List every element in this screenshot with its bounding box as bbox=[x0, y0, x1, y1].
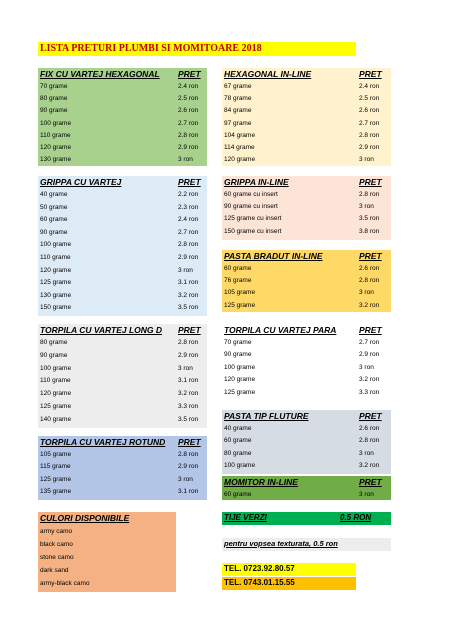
weight-cell: 60 grame bbox=[224, 491, 252, 498]
price-cell: 2.8 ron bbox=[178, 451, 199, 458]
section-title: CULORI DISPONIBILE bbox=[40, 513, 130, 523]
weight-cell: 114 grame bbox=[224, 143, 255, 151]
weight-cell: 76 grame bbox=[224, 277, 252, 285]
weight-cell: 100 grame bbox=[224, 363, 256, 371]
price-cell: 2.8 ron bbox=[359, 191, 380, 198]
weight-cell: 125 grame bbox=[224, 388, 256, 396]
weight-cell: 70 grame bbox=[224, 339, 252, 346]
price-cell: 2.7 ron bbox=[178, 228, 199, 236]
weight-cell: 120 grame bbox=[40, 143, 72, 151]
weight-cell: 120 grame bbox=[224, 156, 256, 164]
price-cell: 2.8 ron bbox=[359, 131, 380, 139]
price-cell: 2.8 ron bbox=[359, 437, 380, 445]
price-cell: 3 ron bbox=[178, 364, 193, 372]
color-name: stone camo bbox=[40, 554, 74, 561]
price-cell: 2.9 ron bbox=[178, 143, 199, 151]
section-title: PASTA BRADUT IN-LINE bbox=[224, 251, 323, 261]
color-name: army camo bbox=[40, 528, 73, 535]
weight-cell: 60 grame cu insert bbox=[224, 191, 278, 198]
price-row bbox=[222, 460, 391, 472]
price-row bbox=[222, 81, 391, 93]
price-row bbox=[38, 302, 207, 315]
price-row bbox=[38, 375, 207, 388]
weight-cell: 90 grame cu insert bbox=[224, 203, 278, 211]
section-torpila-cu-vartej-long-d bbox=[38, 324, 207, 428]
phone-2[interactable]: TEL. 0743.01.15.55 bbox=[224, 578, 295, 587]
price-header: PRET bbox=[178, 437, 201, 447]
section-momitor-in-line bbox=[222, 476, 391, 500]
price-cell: 3 ron bbox=[359, 156, 374, 164]
weight-cell: 125 grame bbox=[40, 279, 72, 287]
price-cell: 3.8 ron bbox=[359, 227, 380, 235]
price-row bbox=[38, 388, 207, 401]
price-cell: 2.5 ron bbox=[359, 95, 380, 103]
price-cell: 3.1 ron bbox=[178, 488, 199, 496]
price-row bbox=[222, 93, 391, 105]
price-row bbox=[38, 118, 207, 130]
weight-cell: 110 grame bbox=[40, 253, 71, 261]
weight-cell: 120 grame bbox=[40, 390, 72, 398]
price-row bbox=[38, 239, 207, 252]
weight-cell: 105 grame bbox=[224, 289, 256, 297]
weight-cell: 90 grame bbox=[40, 107, 68, 115]
price-cell: 3 ron bbox=[359, 491, 374, 498]
price-header: PRET bbox=[359, 411, 382, 421]
price-cell: 2.8 ron bbox=[359, 277, 380, 285]
color-item bbox=[38, 577, 176, 590]
price-row bbox=[222, 387, 391, 399]
price-row bbox=[38, 214, 207, 227]
weight-cell: 125 grame bbox=[40, 402, 72, 410]
price-cell: 2.5 ron bbox=[178, 95, 199, 103]
price-row bbox=[38, 265, 207, 278]
price-cell: 2.8 ron bbox=[178, 131, 199, 139]
weight-cell: 90 grame bbox=[224, 351, 252, 359]
section-pasta-tip-fluture bbox=[222, 410, 391, 474]
price-row bbox=[222, 275, 391, 287]
price-cell: 2.3 ron bbox=[178, 203, 199, 211]
weight-cell: 97 grame bbox=[224, 119, 252, 127]
price-cell: 2.4 ron bbox=[178, 83, 199, 90]
price-cell: 2.9 ron bbox=[359, 351, 380, 359]
price-row bbox=[38, 350, 207, 363]
section-title: PASTA TIP FLUTURE bbox=[224, 411, 309, 421]
section-title: GRIPPA CU VARTEJ bbox=[40, 177, 122, 187]
price-row bbox=[38, 337, 207, 350]
price-cell: 2.7 ron bbox=[178, 119, 199, 127]
price-row bbox=[38, 81, 207, 93]
price-cell: 2.4 ron bbox=[359, 83, 380, 90]
weight-cell: 110 grame bbox=[40, 377, 71, 385]
weight-cell: 67 grame bbox=[224, 83, 252, 90]
price-row bbox=[38, 474, 207, 486]
price-cell: 3.3 ron bbox=[359, 388, 380, 396]
weight-cell: 120 grame bbox=[40, 266, 72, 274]
price-cell: 3 ron bbox=[359, 363, 374, 371]
weight-cell: 80 grame bbox=[40, 95, 68, 103]
price-cell: 2.6 ron bbox=[359, 425, 380, 432]
phone-1[interactable]: TEL. 0723.92.80.57 bbox=[224, 564, 295, 573]
color-item bbox=[38, 525, 176, 538]
price-row bbox=[38, 486, 207, 498]
color-name: army-black camo bbox=[40, 580, 90, 587]
price-cell: 2.9 ron bbox=[359, 143, 380, 151]
vopsea-note-bar bbox=[222, 538, 391, 551]
price-row bbox=[38, 252, 207, 265]
weight-cell: 125 grame cu insert bbox=[224, 215, 282, 223]
price-row bbox=[222, 287, 391, 299]
weight-cell: 100 grame bbox=[40, 119, 72, 127]
weight-cell: 130 grame bbox=[40, 291, 72, 299]
weight-cell: 50 grame bbox=[40, 203, 68, 211]
price-cell: 3 ron bbox=[178, 475, 193, 483]
price-header: PRET bbox=[359, 477, 382, 487]
price-row bbox=[38, 130, 207, 142]
price-cell: 2.4 ron bbox=[178, 216, 199, 224]
tije-price: 0.5 RON bbox=[340, 513, 372, 522]
price-row bbox=[38, 189, 207, 202]
price-row bbox=[222, 349, 391, 361]
section-grippa-cu-vartej bbox=[38, 176, 207, 316]
price-row bbox=[222, 130, 391, 142]
price-cell: 2.6 ron bbox=[359, 107, 380, 115]
price-row bbox=[222, 189, 391, 201]
price-header: PRET bbox=[178, 177, 201, 187]
price-cell: 3.3 ron bbox=[178, 402, 199, 410]
price-row bbox=[222, 362, 391, 374]
price-row bbox=[38, 363, 207, 376]
weight-cell: 78 grame bbox=[224, 95, 252, 103]
price-row bbox=[222, 213, 391, 225]
price-header: PRET bbox=[359, 325, 382, 335]
price-cell: 3 ron bbox=[359, 289, 374, 297]
price-row bbox=[38, 154, 207, 166]
price-row bbox=[222, 201, 391, 213]
price-row bbox=[38, 227, 207, 240]
price-row bbox=[222, 300, 391, 312]
price-cell: 3.1 ron bbox=[178, 279, 199, 287]
weight-cell: 125 grame bbox=[40, 475, 72, 483]
price-row bbox=[222, 105, 391, 117]
section-title: HEXAGONAL IN-LINE bbox=[224, 69, 312, 79]
weight-cell: 80 grame bbox=[40, 339, 68, 346]
weight-cell: 60 grame bbox=[40, 216, 68, 224]
price-cell: 3.2 ron bbox=[359, 376, 380, 384]
price-row bbox=[222, 263, 391, 275]
price-row bbox=[222, 423, 391, 435]
weight-cell: 150 grame bbox=[40, 304, 72, 312]
weight-cell: 80 grame bbox=[224, 449, 252, 457]
price-cell: 3 ron bbox=[359, 203, 374, 211]
weight-cell: 135 grame bbox=[40, 488, 72, 496]
color-item bbox=[38, 564, 176, 577]
weight-cell: 84 grame bbox=[224, 107, 252, 115]
price-cell: 3 ron bbox=[178, 266, 193, 274]
price-row bbox=[222, 118, 391, 130]
price-row bbox=[38, 414, 207, 427]
weight-cell: 100 grame bbox=[40, 364, 72, 372]
price-header: PRET bbox=[359, 69, 382, 79]
price-row bbox=[38, 93, 207, 105]
weight-cell: 105 grame bbox=[40, 451, 72, 458]
price-cell: 2.2 ron bbox=[178, 191, 199, 198]
price-row bbox=[38, 290, 207, 303]
price-cell: 2.8 ron bbox=[178, 241, 199, 249]
section-grippa-in-line bbox=[222, 176, 391, 240]
price-cell: 3.2 ron bbox=[178, 390, 199, 398]
weight-cell: 60 grame bbox=[224, 265, 252, 272]
price-cell: 3 ron bbox=[178, 156, 193, 164]
price-cell: 3.2 ron bbox=[359, 462, 380, 470]
section-title: TORPILA CU VARTEJ ROTUND bbox=[40, 437, 166, 447]
price-header: PRET bbox=[359, 251, 382, 261]
price-cell: 3 ron bbox=[359, 449, 374, 457]
section-hexagonal-in-line bbox=[222, 68, 391, 166]
price-row bbox=[222, 435, 391, 447]
price-cell: 3.2 ron bbox=[359, 301, 380, 309]
section-title: TORPILA CU VARTEJ PARA bbox=[224, 325, 337, 335]
price-row bbox=[222, 374, 391, 386]
price-row bbox=[38, 449, 207, 461]
weight-cell: 140 grame bbox=[40, 415, 72, 423]
weight-cell: 104 grame bbox=[224, 131, 256, 139]
section-title: FIX CU VARTEJ HEXAGONAL bbox=[40, 69, 160, 79]
price-row bbox=[38, 461, 207, 473]
weight-cell: 100 grame bbox=[40, 241, 72, 249]
section-torpila-cu-vartej-rotund bbox=[38, 436, 207, 500]
phone-bar-1 bbox=[222, 563, 356, 576]
section-torpila-cu-vartej-para bbox=[222, 324, 391, 400]
price-header: PRET bbox=[359, 177, 382, 187]
price-row bbox=[222, 154, 391, 166]
vopsea-note: pentru vopsea texturata, 0.5 ron bbox=[224, 539, 338, 548]
section-culori-disponibile bbox=[38, 512, 176, 592]
weight-cell: 115 grame bbox=[40, 463, 71, 471]
price-cell: 3.2 ron bbox=[178, 291, 199, 299]
tije-label: TIJE VERZI bbox=[224, 513, 267, 522]
color-list bbox=[38, 525, 176, 590]
price-cell: 2.9 ron bbox=[178, 253, 199, 261]
price-cell: 2.6 ron bbox=[178, 107, 199, 115]
color-name: black camo bbox=[40, 541, 73, 548]
price-cell: 3.5 ron bbox=[359, 215, 380, 223]
weight-cell: 60 grame bbox=[224, 437, 252, 445]
weight-cell: 90 grame bbox=[40, 228, 68, 236]
color-name: dark sand bbox=[40, 567, 69, 574]
price-row bbox=[222, 489, 391, 500]
section-fix-cu-vartej-hexagonal bbox=[38, 68, 207, 166]
price-row bbox=[38, 105, 207, 117]
price-cell: 3.5 ron bbox=[178, 415, 199, 423]
price-cell: 2.7 ron bbox=[359, 339, 380, 346]
section-title: TORPILA CU VARTEJ LONG D bbox=[40, 325, 163, 335]
weight-cell: 90 grame bbox=[40, 351, 68, 359]
tije-verzi-bar bbox=[222, 512, 391, 525]
price-cell: 2.7 ron bbox=[359, 119, 380, 127]
section-title: MOMITOR IN-LINE bbox=[224, 477, 298, 487]
price-row bbox=[38, 277, 207, 290]
weight-cell: 120 grame bbox=[224, 376, 256, 384]
price-header: PRET bbox=[178, 69, 201, 79]
weight-cell: 125 grame bbox=[224, 301, 256, 309]
price-header: PRET bbox=[178, 325, 201, 335]
phone-bar-2 bbox=[222, 577, 356, 590]
weight-cell: 70 grame bbox=[40, 83, 68, 90]
color-item bbox=[38, 538, 176, 551]
page-title: LISTA PRETURI PLUMBI SI MOMITOARE 2018 bbox=[38, 42, 356, 56]
price-row bbox=[222, 226, 391, 238]
section-title: GRIPPA IN-LINE bbox=[224, 177, 289, 187]
weight-cell: 40 grame bbox=[224, 425, 252, 432]
price-cell: 2.9 ron bbox=[178, 351, 199, 359]
price-cell: 2.6 ron bbox=[359, 265, 380, 272]
price-row bbox=[222, 337, 391, 349]
price-cell: 2.9 ron bbox=[178, 463, 199, 471]
weight-cell: 110 grame bbox=[40, 131, 71, 139]
weight-cell: 130 grame bbox=[40, 156, 72, 164]
price-row bbox=[38, 202, 207, 215]
price-row bbox=[222, 142, 391, 154]
price-cell: 3.1 ron bbox=[178, 377, 199, 385]
weight-cell: 150 grame cu insert bbox=[224, 227, 282, 235]
weight-cell: 40 grame bbox=[40, 191, 68, 198]
weight-cell: 100 grame bbox=[224, 462, 256, 470]
price-cell: 2.8 ron bbox=[178, 339, 199, 346]
section-pasta-bradut-in-line bbox=[222, 250, 391, 312]
color-item bbox=[38, 551, 176, 564]
price-cell: 3.5 ron bbox=[178, 304, 199, 312]
price-row bbox=[38, 142, 207, 154]
price-row bbox=[38, 401, 207, 414]
price-row bbox=[222, 448, 391, 460]
